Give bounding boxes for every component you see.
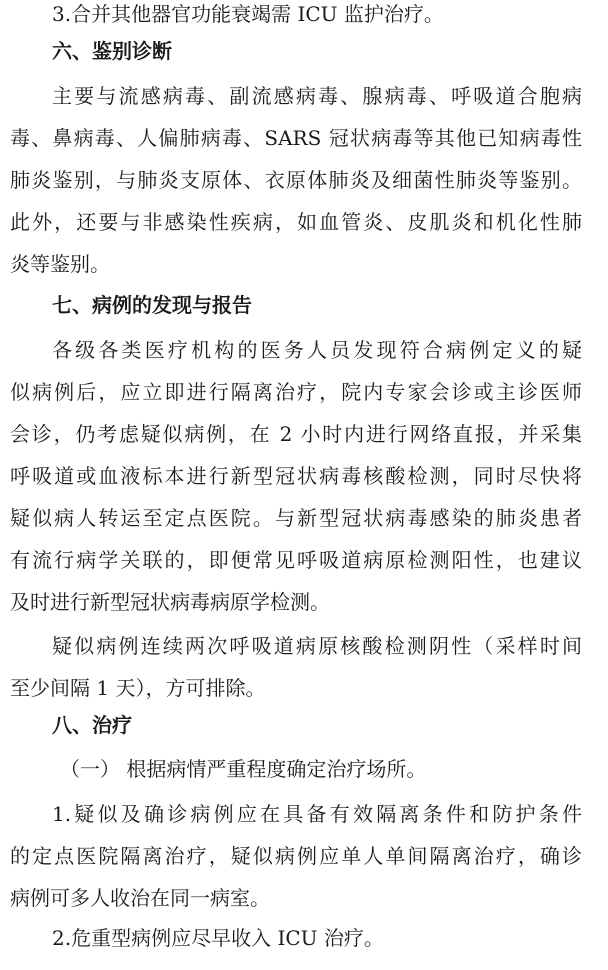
list-item-icu-monitoring: 3.合并其他器官功能衰竭需 ICU 监护治疗。 bbox=[52, 2, 444, 26]
paragraph-line: 病例可多人收治在同一病室。 bbox=[10, 886, 270, 910]
paragraph-line: 呼吸道或血液标本进行新型冠状病毒核酸检测，同时尽快将 bbox=[10, 464, 582, 488]
paragraph-line: 会诊，仍考虑疑似病例，在 2 小时内进行网络直报，并采集 bbox=[10, 422, 582, 446]
paragraph-line: 肺炎鉴别，与肺炎支原体、衣原体肺炎及细菌性肺炎等鉴别。 bbox=[10, 168, 582, 192]
list-item-critical-icu: 2.危重型病例应尽早收入 ICU 治疗。 bbox=[52, 926, 384, 950]
paragraph-line: 各级各类医疗机构的医务人员发现符合病例定义的疑 bbox=[52, 338, 582, 362]
paragraph-line: 疑似病人转运至定点医院。与新型冠状病毒感染的肺炎患者 bbox=[10, 506, 582, 530]
paragraph-line: 的定点医院隔离治疗，疑似病例应单人单间隔离治疗，确诊 bbox=[10, 844, 582, 868]
section-heading-case-reporting: 七、病例的发现与报告 bbox=[52, 293, 252, 317]
paragraph-line: 及时进行新型冠状病毒病原学检测。 bbox=[10, 590, 330, 614]
paragraph-line: 至少间隔 1 天），方可排除。 bbox=[10, 676, 266, 700]
paragraph-line: 有流行病学关联的，即便常见呼吸道病原检测阳性，也建议 bbox=[10, 548, 582, 572]
paragraph-line: 1.疑似及确诊病例应在具备有效隔离条件和防护条件 bbox=[52, 802, 582, 826]
paragraph-line: 似病例后，应立即进行隔离治疗，院内专家会诊或主诊医师 bbox=[10, 380, 582, 404]
paragraph-line: 疑似病例连续两次呼吸道病原核酸检测阴性（采样时间 bbox=[52, 634, 582, 658]
section-heading-treatment: 八、治疗 bbox=[52, 713, 132, 737]
paragraph-line: 此外，还要与非感染性疾病，如血管炎、皮肌炎和机化性肺 bbox=[10, 210, 582, 234]
paragraph-line: 毒、鼻病毒、人偏肺病毒、SARS 冠状病毒等其他已知病毒性 bbox=[10, 126, 582, 150]
paragraph-line: 炎等鉴别。 bbox=[10, 252, 110, 276]
subsection-heading-treatment-site: （一） 根据病情严重程度确定治疗场所。 bbox=[60, 757, 427, 781]
section-heading-differential-diagnosis: 六、鉴别诊断 bbox=[52, 39, 172, 63]
paragraph-line: 主要与流感病毒、副流感病毒、腺病毒、呼吸道合胞病 bbox=[52, 84, 582, 108]
